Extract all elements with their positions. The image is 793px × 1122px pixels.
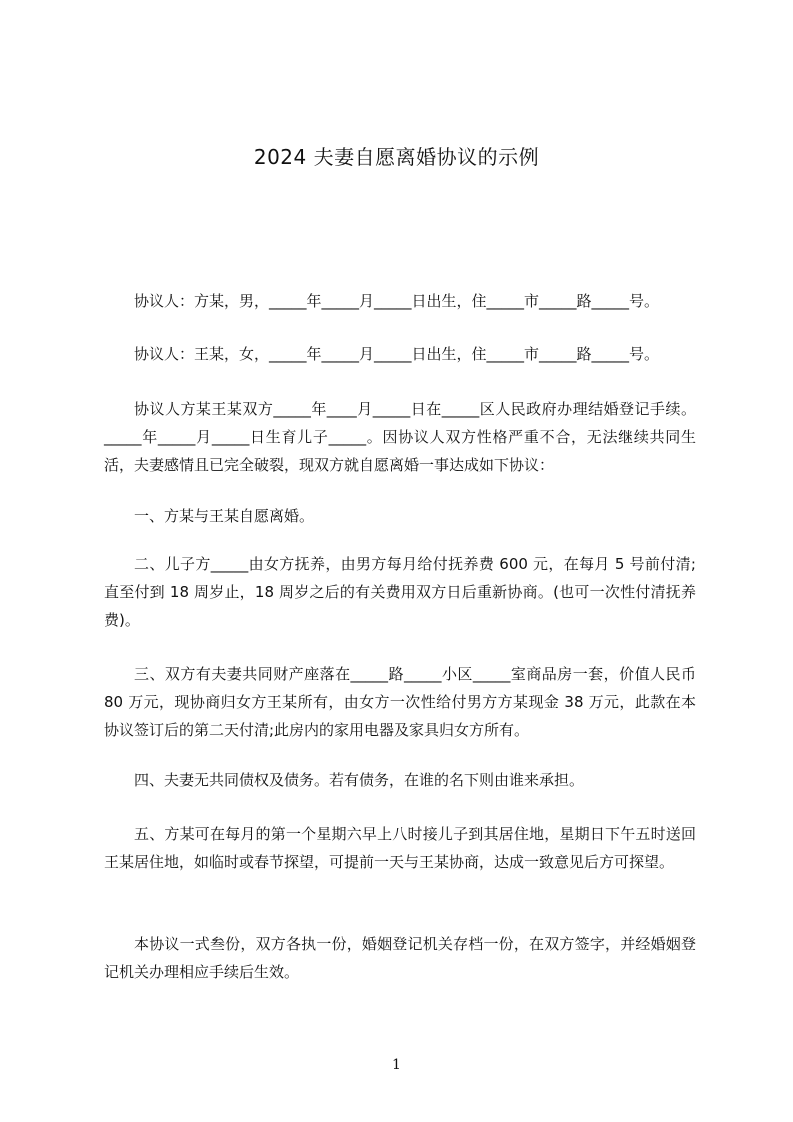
paragraph-copies-effectiveness: 本协议一式叁份，双方各执一份，婚姻登记机关存档一份，在双方签字，并经婚姻登记机关办理相应手续后生效。 (104, 935, 696, 981)
clause-4-debts: 四、夫妻无共同债权及债务。若有债务，在谁的名下则由谁来承担。 (134, 771, 585, 789)
clause-5-visitation: 五、方某可在每月的第一个星期六早上八时接儿子到其居住地，星期日下午五时送回王某居住地，如临时或春节探望，可提前一天与王某协商，达成一致意见后方可探望。 (104, 825, 696, 871)
document-title: 2024 夫妻自愿离婚协议的示例 (253, 145, 540, 169)
paragraph-party-male: 协议人：方某，男，_____年_____月_____日出生，住_____市_____路_____号。 (134, 292, 660, 310)
clause-2-child-support: 二、儿子方_____由女方抚养，由男方每月给付抚养费 600 元，在每月 5 号前付清;直至付到 18 周岁止，18 周岁之后的有关费用双方日后重新协商。(也可一次性付清抚养费)。 (104, 555, 696, 629)
paragraph-preamble: 协议人方某王某双方_____年____月_____日在_____区人民政府办理结婚登记手续。_____年_____月_____日生育儿子_____。因协议人双方性格严重不合，无法继续共同生活，夫妻感情且已完全破裂，现双方就自愿离婚一事达成如下协议： (104, 400, 696, 474)
clause-1-divorce: 一、方某与王某自愿离婚。 (134, 507, 315, 525)
page-number: 1 (392, 1057, 401, 1073)
paragraph-party-female: 协议人：王某，女，_____年_____月_____日出生，住_____市_____路_____号。 (134, 345, 660, 363)
clause-3-property: 三、双方有夫妻共同财产座落在_____路_____小区_____室商品房一套，价值人民币 80 万元，现协商归女方王某所有，由女方一次性给付男方方某现金 38 万元，此款在本协议签订后的第二天付清;此房内的家用电器及家具归女方所有。 (104, 665, 696, 739)
